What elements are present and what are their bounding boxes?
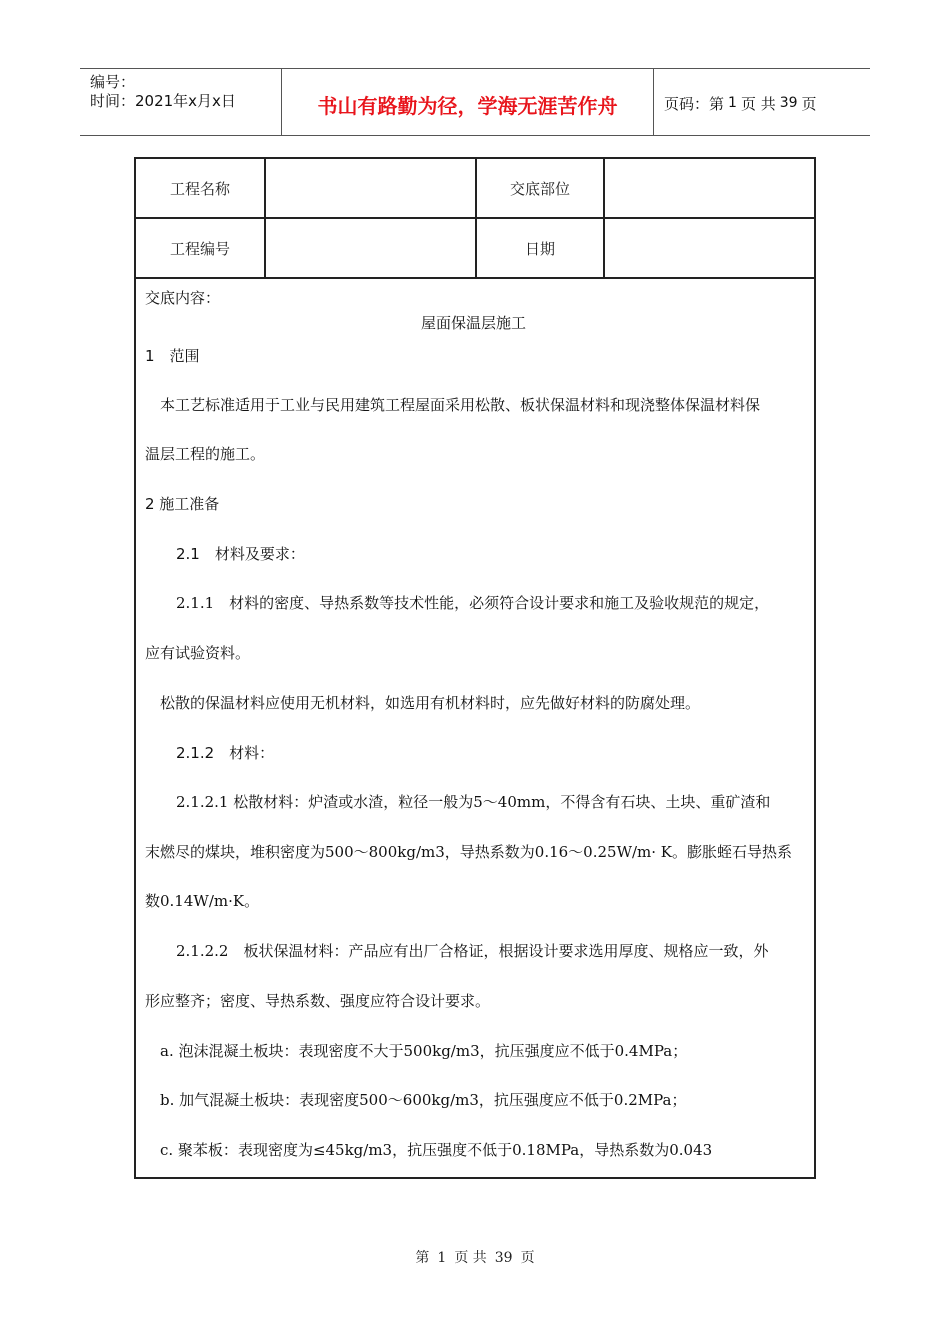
list-item: b. 加气混凝土板块：表现密度500～600kg/m3，抗压强度应不低于0.2MPa； [145,1091,687,1109]
content-title: 屋面保温层施工 [421,314,527,332]
paragraph-line: 温层工程的施工。 [145,445,266,463]
project-no-label: 工程编号 [136,219,266,277]
list-item: c. 聚苯板：表现密度为≤45kg/m3，抗压强度不低于0.18MPa，导热系数为0.043 [145,1141,713,1159]
project-name-label: 工程名称 [136,159,266,217]
disclosure-form [134,157,816,1179]
page-number: 1 [728,95,737,111]
date-label: 日期 [477,219,605,277]
page-header [80,68,870,136]
header-motto: 书山有路勤为径，学海无涯苦作舟 [282,69,654,135]
time-label: 时间：2021年x月x日 [90,92,236,110]
paragraph-line: 2.1.2.2 板状保温材料：产品应有出厂合格证，根据设计要求选用厚度、规格应一致，外 [176,942,769,960]
paragraph-line: 末燃尽的煤块，堆积密度为500～800kg/m3，导热系数为0.16～0.25W/m· K。膨胀蛭石导热系 [145,843,793,861]
page-mid: 页 共 [740,94,776,113]
project-no-value[interactable] [266,219,477,277]
disclosure-part-value[interactable] [605,159,814,217]
page-total: 39 [779,95,798,111]
page-suffix: 页 [801,94,817,113]
form-row-project-name [136,159,814,219]
paragraph-line: 数0.14W/m·K。 [145,892,260,910]
header-meta [80,69,282,135]
subsection-heading: 2.1.2 材料： [176,744,275,762]
paragraph-line: 本工艺标准适用于工业与民用建筑工程屋面采用松散、板状保温材料和现浇整体保温材料保 [145,396,761,414]
paragraph-line: 2.1.2.1 松散材料：炉渣或水渣，粒径一般为5～40mm，不得含有石块、土块、重矿渣和 [176,793,771,811]
project-name-value[interactable] [266,159,477,217]
page-footer [0,1247,950,1267]
disclosure-part-label: 交底部位 [477,159,605,217]
paragraph-line: 形应整齐；密度、导热系数、强度应符合设计要求。 [145,992,491,1010]
content-intro: 交底内容： [145,289,221,307]
footer-page-total: 39 [494,1250,513,1266]
footer-prefix: 第 [415,1250,430,1266]
header-page-info [654,69,870,135]
section-heading: 1 范围 [145,347,200,365]
paragraph-line: 2.1.1 材料的密度、导热系数等技术性能，必须符合设计要求和施工及验收规范的规定， [176,594,770,612]
subsection-heading: 2.1 材料及要求： [176,545,305,563]
date-value[interactable] [605,219,814,277]
list-item: a. 泡沫混凝土板块：表现密度不大于500kg/m3，抗压强度应不低于0.4MPa； [145,1042,688,1060]
paragraph-line: 松散的保温材料应使用无机材料，如选用有机材料时，应先做好材料的防腐处理。 [145,694,701,712]
paragraph-line: 应有试验资料。 [145,644,251,662]
footer-page-number: 1 [437,1250,447,1266]
footer-mid: 页 共 [454,1250,487,1266]
form-row-project-no [136,219,814,279]
page-prefix: 页码：第 [664,94,725,113]
section-heading: 2 施工准备 [145,495,220,513]
serial-label: 编号： [90,73,136,91]
footer-suffix: 页 [520,1250,535,1266]
